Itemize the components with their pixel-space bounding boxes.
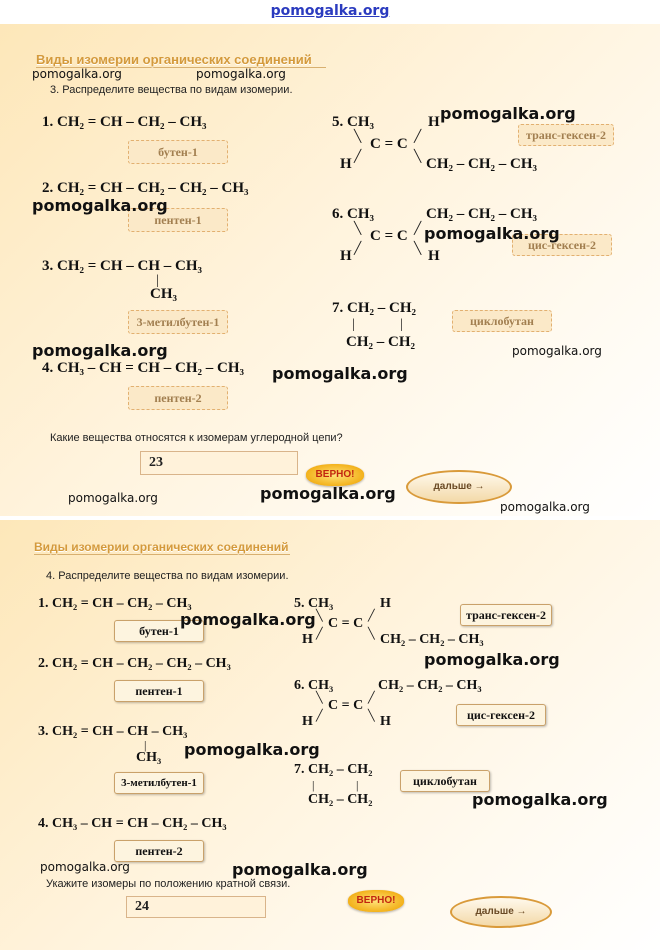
formula-7-bottom: CH₂ – CH₂ [346, 334, 415, 350]
watermark: pomogalka.org [196, 67, 286, 81]
bond-diag: ╲ [316, 692, 323, 704]
answer-slot-trans-hexene-2[interactable]: транс-гексен-2 [460, 604, 552, 626]
formula-6-ch3: 6. CH₃ [332, 206, 374, 222]
answer-input[interactable]: 23 [140, 451, 298, 475]
formula-5-double-bond: C = C [370, 136, 408, 152]
formula-3: 3. CH₂ = CH – CH – CH₃ [42, 258, 203, 274]
next-button[interactable]: дальше → [450, 896, 552, 928]
formula-2: 2. CH₂ = CH – CH₂ – CH₂ – CH₃ [38, 656, 231, 671]
bond-diag: ╲ [354, 221, 362, 235]
formula-5-chain: CH₂ – CH₂ – CH₃ [426, 156, 537, 172]
formula-6-double-bond: C = C [328, 698, 364, 713]
formula-1: 1. CH₂ = CH – CH₂ – CH₃ [42, 114, 207, 130]
formula-6-h-left: H [302, 714, 313, 729]
formula-5-h-bottom: H [340, 156, 352, 172]
bond-diag: ╱ [368, 610, 375, 622]
formula-5-ch3: 5. CH₃ [332, 114, 374, 130]
formula-2: 2. CH₂ = CH – CH₂ – CH₂ – CH₃ [42, 180, 249, 196]
question: Какие вещества относятся к изомерам углеродной цепи? [50, 432, 343, 444]
formula-6-double-bond: C = C [370, 228, 408, 244]
answer-slot-pentene-2[interactable]: пентен-2 [128, 386, 228, 410]
formula-3-branch: CH₃ [150, 286, 177, 302]
bond-diag: ╱ [414, 221, 422, 235]
formula-5-double-bond: C = C [328, 616, 364, 631]
branch-bond: | [144, 738, 147, 752]
panel-title: Виды изомерии органических соединений [34, 540, 289, 554]
instruction: 4. Распределите вещества по видам изомерии. [46, 570, 289, 582]
watermark: pomogalka.org [32, 196, 168, 215]
answer-slot-cis-hexene-2[interactable]: цис-гексен-2 [456, 704, 546, 726]
answer-slot-3-methylbutene-1[interactable]: 3-метилбутен-1 [114, 772, 204, 794]
watermark: pomogalka.org [68, 491, 158, 505]
bond-diag: ╲ [368, 710, 375, 722]
watermark: pomogalka.org [424, 650, 560, 669]
watermark: pomogalka.org [272, 364, 408, 383]
watermark: pomogalka.org [32, 67, 122, 81]
bond-diag: ╲ [368, 628, 375, 640]
answer-slot-cis-hexene-2[interactable]: цис-гексен-2 [512, 234, 612, 256]
answer-slot-pentene-1[interactable]: пентен-1 [114, 680, 204, 702]
watermark: pomogalka.org [40, 860, 130, 874]
ring-bond: | [400, 317, 403, 332]
formula-6-h-right: H [428, 248, 440, 264]
site-header[interactable]: pomogalka.org [270, 3, 390, 19]
ring-bond: | [356, 778, 359, 792]
formula-6-chain: CH₂ – CH₂ – CH₃ [426, 206, 537, 222]
formula-5-ch3: 5. CH₃ [294, 596, 334, 611]
watermark: pomogalka.org [500, 500, 590, 514]
bond-diag: ╲ [354, 129, 362, 143]
watermark: pomogalka.org [472, 790, 608, 809]
formula-7-bottom: CH₂ – CH₂ [308, 792, 373, 807]
correct-badge: ВЕРНО! [306, 464, 364, 486]
answer-slot-pentene-2[interactable]: пентен-2 [114, 840, 204, 862]
formula-3: 3. CH₂ = CH – CH – CH₃ [38, 724, 188, 739]
panel-title: Виды изомерии органических соединений [36, 52, 326, 68]
answer-slot-pentene-1[interactable]: пентен-1 [128, 208, 228, 232]
watermark: pomogalka.org [32, 341, 168, 360]
bond-diag: ╲ [316, 610, 323, 622]
bond-diag: ╱ [316, 628, 323, 640]
answer-input[interactable]: 24 [126, 896, 266, 918]
formula-5-h-top: H [380, 596, 391, 611]
bond-diag: ╱ [354, 149, 362, 163]
answer-slot-trans-hexene-2[interactable]: транс-гексен-2 [518, 124, 614, 146]
watermark: pomogalka.org [232, 860, 368, 879]
formula-5-h-top: H [428, 114, 440, 130]
watermark: pomogalka.org [512, 344, 602, 358]
formula-4: 4. CH₃ – CH = CH – CH₂ – CH₃ [38, 816, 227, 831]
correct-badge: ВЕРНО! [348, 890, 404, 912]
bond-diag: ╲ [414, 241, 422, 255]
watermark: pomogalka.org [184, 740, 320, 759]
formula-6-ch3: 6. CH₃ [294, 678, 334, 693]
question: Укажите изомеры по положению кратной связи. [46, 878, 291, 890]
formula-7-top: 7. CH₂ – CH₂ [294, 762, 373, 777]
watermark: pomogalka.org [440, 104, 576, 123]
answer-slot-butene-1[interactable]: бутен-1 [114, 620, 204, 642]
formula-1: 1. CH₂ = CH – CH₂ – CH₃ [38, 596, 192, 611]
formula-5-h-bottom: H [302, 632, 313, 647]
formula-6-h-right: H [380, 714, 391, 729]
watermark: pomogalka.org [180, 610, 316, 629]
formula-6-h-left: H [340, 248, 352, 264]
bond-diag: ╱ [414, 129, 422, 143]
ring-bond: | [312, 778, 315, 792]
bond-diag: ╱ [368, 692, 375, 704]
instruction: 3. Распределите вещества по видам изомерии. [50, 84, 293, 96]
ring-bond: | [352, 317, 355, 332]
watermark: pomogalka.org [424, 224, 560, 243]
exercise-panel-3 [0, 24, 660, 516]
exercise-panel-4 [0, 520, 660, 950]
next-button[interactable]: дальше → [406, 470, 512, 504]
bond-diag: ╱ [354, 241, 362, 255]
formula-4: 4. CH₃ – CH = CH – CH₂ – CH₃ [42, 360, 245, 376]
formula-5-chain: CH₂ – CH₂ – CH₃ [380, 632, 484, 647]
answer-slot-3-methylbutene-1[interactable]: 3-метилбутен-1 [128, 310, 228, 334]
answer-slot-cyclobutane[interactable]: циклобутан [452, 310, 552, 332]
answer-slot-butene-1[interactable]: бутен-1 [128, 140, 228, 164]
formula-6-chain: CH₂ – CH₂ – CH₃ [378, 678, 482, 693]
answer-slot-cyclobutane[interactable]: циклобутан [400, 770, 490, 792]
formula-7-top: 7. CH₂ – CH₂ [332, 300, 416, 316]
branch-bond: | [156, 273, 159, 288]
formula-3-branch: CH₃ [136, 750, 162, 765]
bond-diag: ╱ [316, 710, 323, 722]
watermark: pomogalka.org [260, 484, 396, 503]
bond-diag: ╲ [414, 149, 422, 163]
